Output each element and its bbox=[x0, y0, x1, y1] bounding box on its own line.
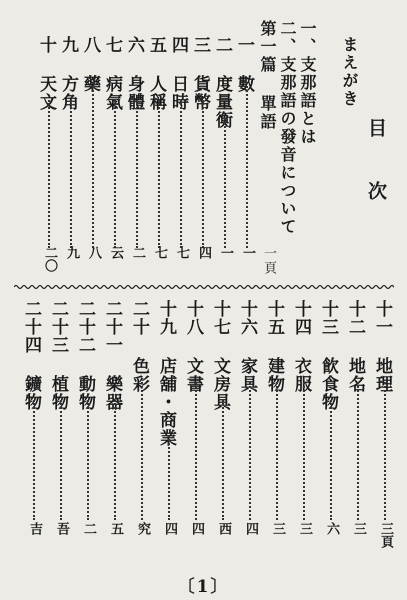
toc-upper-entry-title: 五 人稱 bbox=[146, 36, 166, 111]
toc-lower-entry-page: 三頁 bbox=[378, 522, 393, 548]
toc-lower-entry-title: 十三 飮食物 bbox=[318, 300, 338, 411]
toc-upper-entry-title: 九 方角 bbox=[58, 36, 78, 111]
toc-lower-entry-page: 吉 bbox=[27, 522, 42, 535]
toc-lower-entry-title: 十八 文書 bbox=[183, 300, 203, 393]
toc-lower-entry bbox=[102, 0, 125, 600]
toc-upper-entry-page: 四 bbox=[196, 246, 211, 259]
leader-dots bbox=[222, 400, 224, 520]
toc-lower-entry-page: 三 bbox=[351, 522, 366, 535]
toc-upper-entry-title: 四 日時 bbox=[168, 36, 188, 111]
toc-upper-entry-page: 云 bbox=[108, 246, 123, 259]
toc-lower-entry-page: 四 bbox=[243, 522, 258, 535]
leader-dots bbox=[60, 400, 62, 520]
leader-dots bbox=[48, 100, 50, 248]
leader-dots bbox=[249, 382, 251, 520]
toc-lower-entry-page: 五 bbox=[108, 522, 123, 535]
toc-lower-entry-title: 二十三 植物 bbox=[48, 300, 68, 411]
toc-lower-entry-page: 四 bbox=[162, 522, 177, 535]
toc-upper-entry-page: 一 bbox=[218, 246, 233, 259]
toc-upper-entry-page: 八 bbox=[86, 246, 101, 259]
leader-dots bbox=[87, 400, 89, 520]
toc-lower-entry bbox=[75, 0, 98, 600]
toc-lower-entry bbox=[129, 0, 152, 600]
toc-upper-entry-page: 二〇 bbox=[42, 246, 57, 272]
toc-lower-entry bbox=[291, 0, 317, 600]
toc-part-1-page: 一頁 bbox=[261, 246, 276, 276]
toc-upper-entry-title: 二 度量衡 bbox=[212, 36, 232, 129]
toc-lower-entry-title: 十四 衣服 bbox=[291, 300, 311, 393]
toc-lower-entry-title: 二十一 樂器 bbox=[102, 300, 122, 411]
leader-dots bbox=[33, 400, 35, 520]
leader-dots bbox=[141, 382, 143, 520]
toc-lower-entry-page: 六 bbox=[324, 522, 339, 535]
toc-lower-entry bbox=[264, 0, 287, 600]
toc-lower-entry-title: 二十 色彩 bbox=[129, 300, 149, 393]
toc-upper-entry-title: 一 數 bbox=[234, 36, 254, 93]
toc-chapter-2: 二、支那語の發音について bbox=[278, 20, 297, 236]
toc-upper-entry-title: 三 貨幣 bbox=[190, 36, 210, 111]
leader-dots bbox=[357, 382, 359, 520]
toc-part-1-title: 第一篇 單語 bbox=[258, 20, 277, 131]
toc-maegaki: まえがき bbox=[340, 36, 359, 108]
toc-lower-entry bbox=[237, 0, 260, 600]
toc-lower-entry bbox=[318, 0, 341, 600]
toc-lower-entry-title: 十九 店舖・商業 bbox=[156, 300, 176, 447]
toc-lower-entry bbox=[183, 0, 206, 600]
leader-dots bbox=[180, 100, 182, 248]
leader-dots bbox=[114, 400, 116, 520]
toc-lower-entry bbox=[210, 0, 233, 600]
leader-dots bbox=[384, 382, 386, 520]
toc-lower-entry-page: 三 bbox=[297, 522, 312, 535]
toc-lower-entry-page: 三 bbox=[270, 522, 285, 535]
toc-upper-entry-page: 一 bbox=[240, 246, 255, 259]
toc-upper-entry-page: 七 bbox=[174, 246, 189, 259]
leader-dots bbox=[276, 382, 278, 520]
toc-lower-entry-title: 十二 地名 bbox=[345, 300, 365, 393]
toc-lower-entry-title: 十六 家具 bbox=[237, 300, 257, 393]
toc-lower-entry-title: 十七 文房具 bbox=[210, 300, 230, 411]
toc-upper-entry-page: 七 bbox=[152, 246, 167, 259]
toc-lower-entry-page: 四 bbox=[189, 522, 204, 535]
toc-lower-entry-title: 十一 地理 bbox=[372, 300, 392, 393]
toc-lower-entry-page: 吾 bbox=[54, 522, 69, 535]
toc-chapter-1: 一、支那語とは bbox=[298, 20, 317, 146]
toc-upper-entry-title: 六 身體 bbox=[124, 36, 144, 111]
leader-dots bbox=[303, 382, 305, 520]
leader-dots bbox=[168, 436, 170, 520]
toc-lower-entry bbox=[345, 0, 368, 600]
toc-lower-entry bbox=[372, 0, 395, 600]
leader-dots bbox=[195, 382, 197, 520]
toc-upper-entry-title: 十 天文 bbox=[36, 36, 56, 111]
toc-lower-entry-page: 二 bbox=[81, 522, 96, 535]
page-title: 目次 bbox=[365, 118, 387, 244]
toc-upper-entry-page: 九 bbox=[64, 246, 79, 259]
toc-lower-entry-page: 西 bbox=[216, 522, 231, 535]
toc-lower-entry-title: 二十四 鑛物 bbox=[21, 300, 41, 411]
toc-upper-entry-title: 八 藥 bbox=[80, 36, 100, 93]
toc-lower-entry bbox=[21, 0, 44, 600]
toc-upper-entry-page: 二 bbox=[130, 246, 145, 259]
toc-lower-entry-title: 二十二 動物 bbox=[75, 300, 95, 411]
toc-upper-entry-title: 七 病氣 bbox=[102, 36, 122, 111]
page-number: 〔1〕 bbox=[177, 577, 230, 597]
leader-dots bbox=[330, 400, 332, 520]
toc-lower-entry-title: 十五 建物 bbox=[264, 300, 284, 393]
toc-lower-entry-page: 究 bbox=[135, 522, 150, 535]
